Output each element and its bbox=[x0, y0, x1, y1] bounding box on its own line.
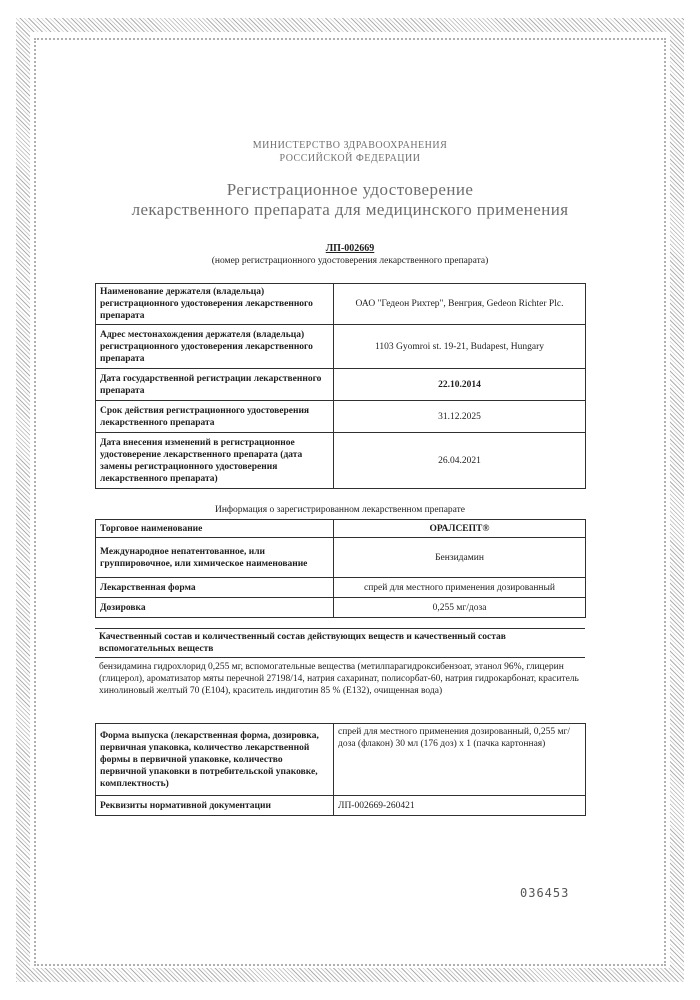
validity-period-label: Срок действия регистрационного удостоверения лекарственного препарата bbox=[96, 401, 334, 433]
table-row bbox=[96, 325, 586, 369]
composition-text: бензидамина гидрохлорид 0,255 мг, вспомогательные вещества (метилпарагидроксибензоат, этанол 96%, глицерин (глицерол), ароматизатор мяты перечной 27198/14, натрия сахаринат, полисорбат-60, натрия гидрокарбонат, краситель хинолиновый желтый 70 (Е104), краситель индиготин 85 % (Е132), очищенная вода) bbox=[99, 662, 579, 696]
amendment-date-value: 26.04.2021 bbox=[334, 433, 586, 489]
release-form-table bbox=[95, 723, 586, 816]
composition-heading: Качественный состав и количественный состав действующих веществ и качественный состав вспомогательных веществ bbox=[95, 628, 585, 658]
table-row bbox=[96, 598, 586, 618]
form-serial-number: 036453 bbox=[520, 886, 570, 900]
registration-number-caption: (номер регистрационного удостоверения лекарственного препарата) bbox=[211, 256, 489, 266]
certificate-title-line2: лекарственного препарата для медицинского применения bbox=[131, 200, 569, 219]
normative-docs-value: ЛП-002669-260421 bbox=[334, 796, 586, 816]
table-row bbox=[96, 578, 586, 598]
table-row bbox=[96, 433, 586, 489]
release-form-value: спрей для местного применения дозированный, 0,255 мг/доза (флакон) 30 мл (176 доз) x 1 (пачка картонная) bbox=[334, 724, 586, 796]
table-row bbox=[96, 538, 586, 578]
amendment-date-label: Дата внесения изменений в регистрационное удостоверение лекарственного препарата (дата замены регистрационного удостоверения лекарственного препарата) bbox=[96, 433, 334, 489]
holder-table bbox=[95, 283, 586, 489]
dosage-form-label: Лекарственная форма bbox=[96, 578, 334, 598]
registration-date-label: Дата государственной регистрации лекарственного препарата bbox=[96, 369, 334, 401]
holder-name-label: Наименование держателя (владельца) регистрационного удостоверения лекарственного препарата bbox=[96, 284, 334, 325]
composition-section bbox=[95, 628, 585, 699]
table-row bbox=[96, 796, 586, 816]
normative-docs-label: Реквизиты нормативной документации bbox=[96, 796, 334, 816]
drug-info-table bbox=[95, 519, 586, 618]
registration-number: ЛП-002669 bbox=[325, 243, 375, 254]
ministry-name-line2: РОССИЙСКОЙ ФЕДЕРАЦИИ bbox=[279, 153, 421, 164]
trade-name-value: ОРАЛСЕПТ® bbox=[334, 520, 586, 538]
validity-period-value: 31.12.2025 bbox=[334, 401, 586, 433]
holder-address-label: Адрес местонахождения держателя (владельца) регистрационного удостоверения лекарственного препарата bbox=[96, 325, 334, 369]
registration-date-value: 22.10.2014 bbox=[334, 369, 586, 401]
table-row bbox=[96, 724, 586, 796]
release-form-label: Форма выпуска (лекарственная форма, дозировка, первичная упаковка, количество лекарственной формы в первичной упаковке, количество первичной упаковки в потребительской упаковке, комплектность) bbox=[96, 724, 334, 796]
ministry-name-line1: МИНИСТЕРСТВО ЗДРАВООХРАНЕНИЯ bbox=[252, 140, 448, 151]
table-row bbox=[96, 284, 586, 325]
certificate-title-line1: Регистрационное удостоверение bbox=[226, 180, 474, 199]
inn-label: Международное непатентованное, или группировочное, или химическое наименование bbox=[96, 538, 334, 578]
dosage-label: Дозировка bbox=[96, 598, 334, 618]
drug-info-heading: Информация о зарегистрированном лекарственном препарате bbox=[214, 505, 466, 515]
table-row bbox=[96, 369, 586, 401]
dosage-form-value: спрей для местного применения дозированный bbox=[334, 578, 586, 598]
decorative-inner-frame bbox=[34, 38, 666, 966]
dosage-value: 0,255 мг/доза bbox=[334, 598, 586, 618]
table-row bbox=[96, 401, 586, 433]
inn-value: Бензидамин bbox=[334, 538, 586, 578]
table-row bbox=[96, 520, 586, 538]
trade-name-label: Торговое наименование bbox=[96, 520, 334, 538]
holder-name-value: ОАО "Гедеон Рихтер", Венгрия, Gedeon Richter Plc. bbox=[334, 284, 586, 325]
holder-address-value: 1103 Gyomroi st. 19-21, Budapest, Hungary bbox=[334, 325, 586, 369]
